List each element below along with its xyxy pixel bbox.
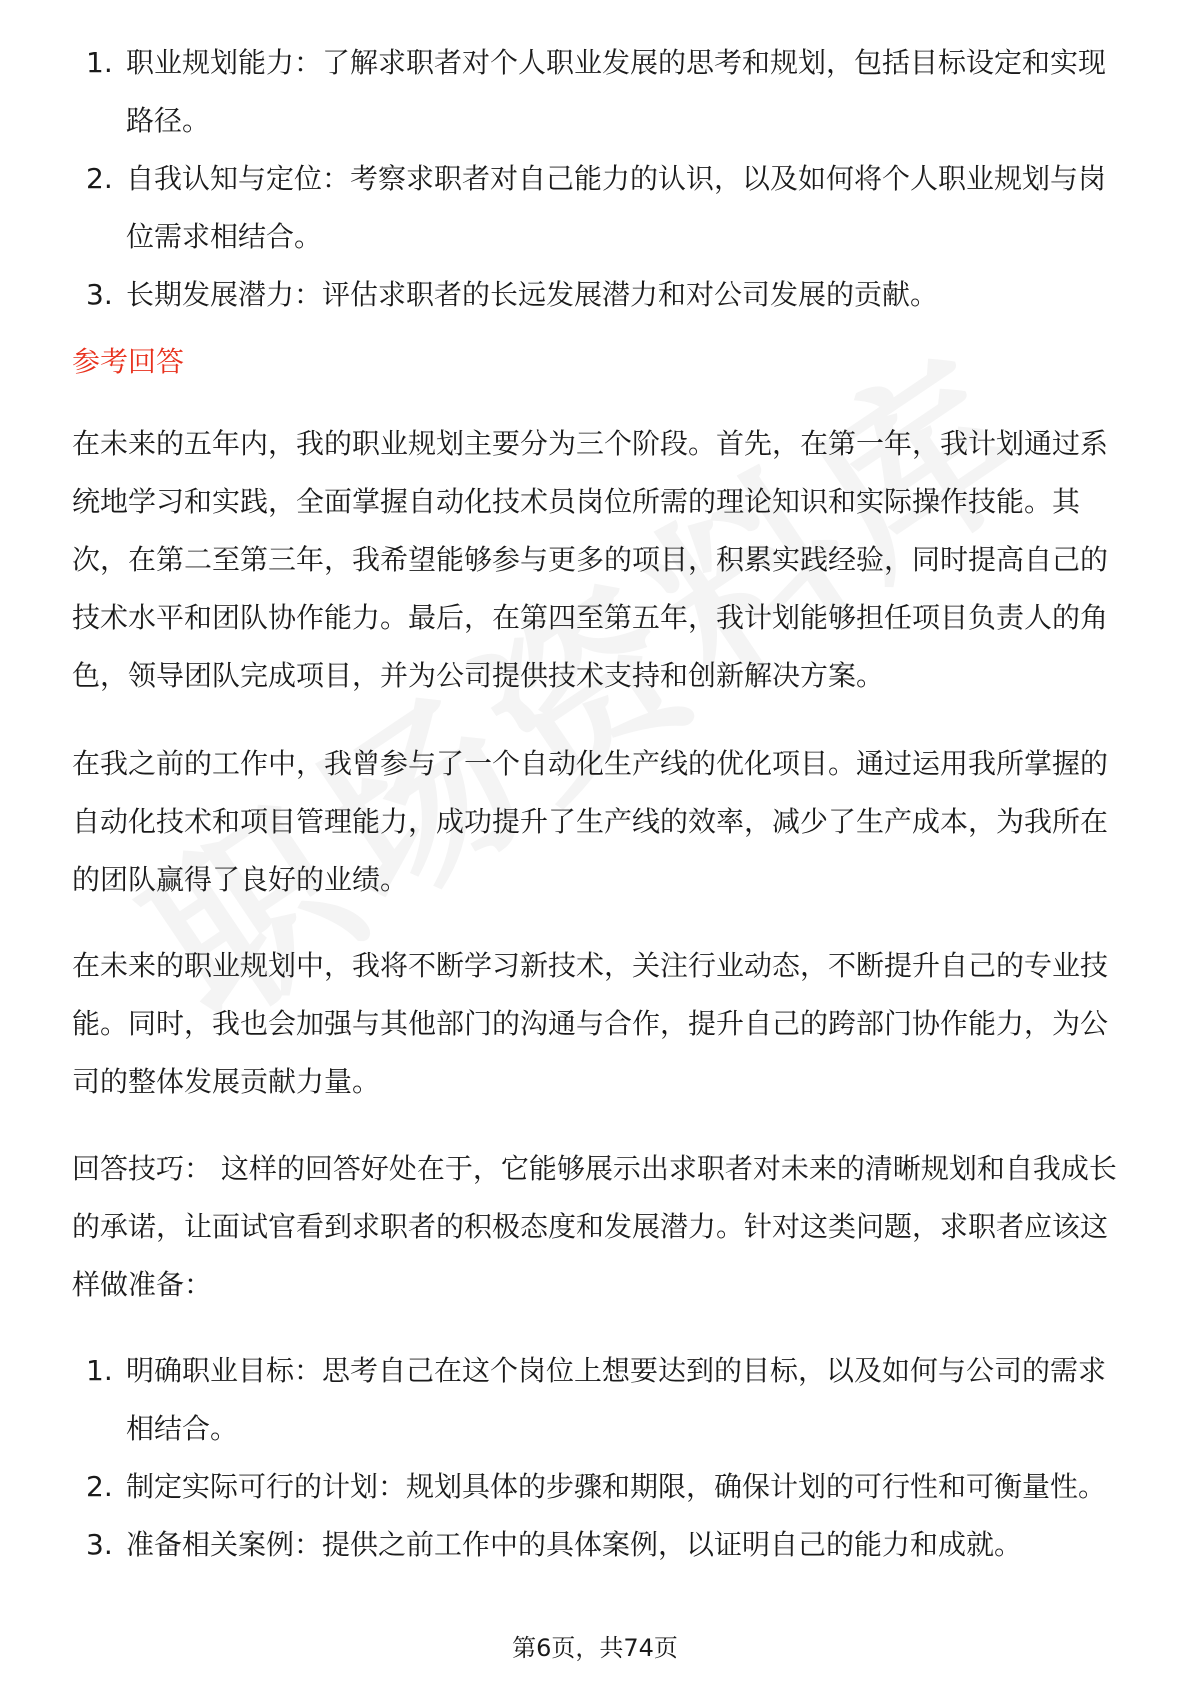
- list-item: [0, 266, 1190, 324]
- list-item-text: 职业规划能力：了解求职者对个人职业发展的思考和规划，包括目标设定和实现路径。: [126, 46, 1107, 137]
- answer-paragraph: 在未来的五年内，我的职业规划主要分为三个阶段。首先，在第一年，我计划通过系统地学习和实践，全面掌握自动化技术员岗位所需的理论知识和实际操作技能。其次，在第二至第三年，我希望能够参与更多的项目，积累实践经验，同时提高自己的技术水平和团队协作能力。最后，在第四至第五年，我计划能够担任项目负责人的角色，领导团队完成项目，并为公司提供技术支持和创新解决方案。: [72, 427, 1109, 692]
- list-item-text: 明确职业目标：思考自己在这个岗位上想要达到的目标，以及如何与公司的需求相结合。: [126, 1354, 1107, 1445]
- list-item-number: 1.: [86, 1354, 113, 1387]
- list-item-number: 2.: [86, 162, 113, 195]
- list-item-text: 准备相关案例：提供之前工作中的具体案例，以证明自己的能力和成就。: [126, 1528, 1023, 1561]
- section-heading: 参考回答: [72, 345, 185, 378]
- list-item-text: 长期发展潜力：评估求职者的长远发展潜力和对公司发展的贡献。: [126, 278, 939, 311]
- list-item-number: 3.: [86, 1528, 113, 1561]
- list-item-number: 1.: [86, 46, 113, 79]
- list-item-text: 自我认知与定位：考察求职者对自己能力的认识，以及如何将个人职业规划与岗位需求相结合。: [126, 162, 1107, 253]
- page-number: 第6页，共74页: [512, 1634, 678, 1662]
- list-item-number: 2.: [86, 1470, 113, 1503]
- list-item: [0, 1516, 1190, 1574]
- list-item-number: 3.: [86, 278, 113, 311]
- preparation-tips-list: [0, 1342, 1190, 1574]
- evaluation-points-list: [0, 34, 1190, 324]
- answer-paragraph: 在我之前的工作中，我曾参与了一个自动化生产线的优化项目。通过运用我所掌握的自动化技术和项目管理能力，成功提升了生产线的效率，减少了生产成本，为我所在的团队赢得了良好的业绩。: [72, 747, 1109, 896]
- list-item-text: 制定实际可行的计划：规划具体的步骤和期限，确保计划的可行性和可衡量性。: [126, 1470, 1107, 1503]
- answer-paragraph: 在未来的职业规划中，我将不断学习新技术，关注行业动态，不断提升自己的专业技能。同时，我也会加强与其他部门的沟通与合作，提升自己的跨部门协作能力，为公司的整体发展贡献力量。: [72, 949, 1109, 1098]
- list-item: [0, 1458, 1190, 1516]
- list-item: [0, 1342, 1190, 1458]
- list-item: [0, 34, 1190, 150]
- tips-paragraph: 回答技巧： 这样的回答好处在于，它能够展示出求职者对未来的清晰规划和自我成长的承诺，让面试官看到求职者的积极态度和发展潜力。针对这类问题，求职者应该这样做准备：: [72, 1152, 1117, 1301]
- list-item: [0, 150, 1190, 266]
